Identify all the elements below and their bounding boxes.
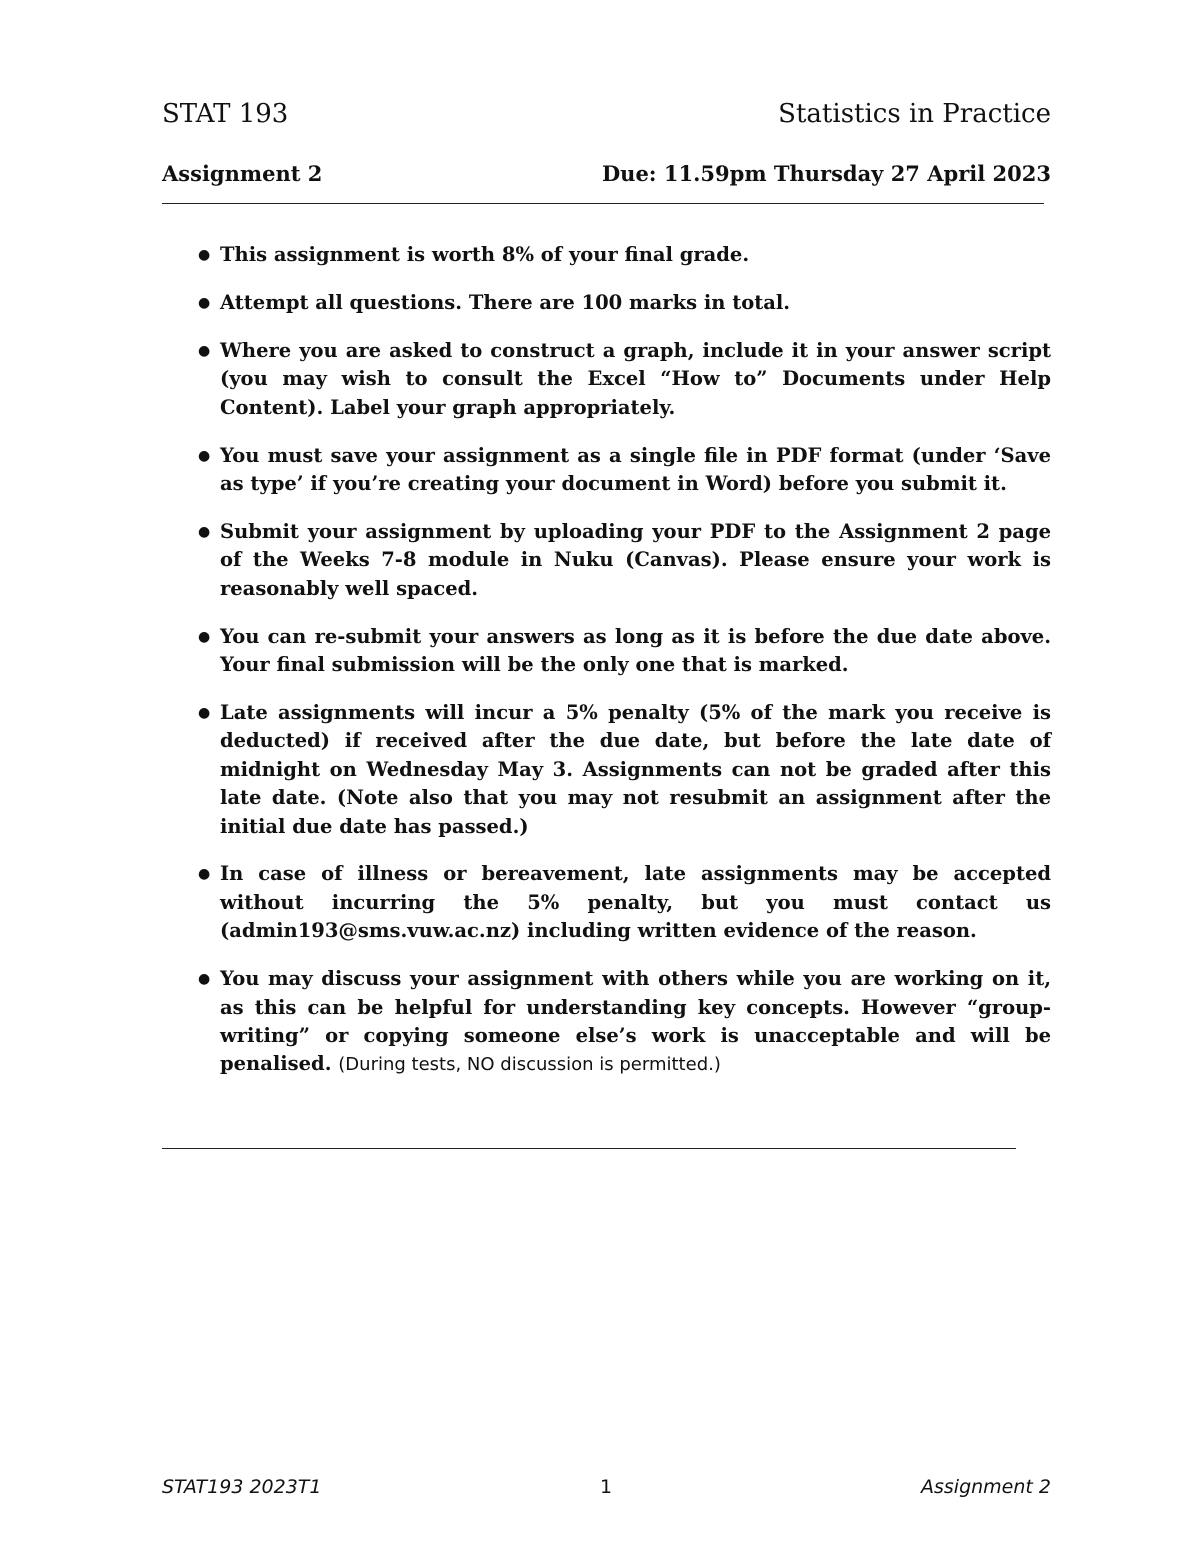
footer-assignment: Assignment 2 [921,1476,1051,1498]
instruction-text: You can re-submit your answers as long as it is before the due date above. Your final submission will be the only one that is marked. [220,624,1051,676]
due-date: Due: 11.59pm Thursday 27 April 2023 [601,161,1051,186]
instruction-text: Attempt all questions. There are 100 marks in total. [220,290,791,314]
bullet-icon: ● [198,971,211,988]
footer-divider [162,1148,1016,1149]
bullet-icon: ● [198,247,211,263]
bullet-icon: ● [198,342,211,359]
course-code: STAT 193 [162,99,289,129]
bullet-icon: ● [198,628,211,645]
assignment-label: Assignment 2 [162,161,323,186]
bullet-icon: ● [198,704,211,721]
instruction-item [198,337,1051,422]
instruction-item [198,442,1051,499]
instruction-note: (During tests, NO discussion is permitted.) [338,1054,721,1076]
instruction-item [198,623,1051,680]
footer-course: STAT193 2023T1 [162,1476,322,1498]
instruction-text: Late assignments will incur a 5% penalty (5% of the mark you receive is deducted) if received after the due date, but before the late date of midnight on Wednesday May 3. Assignments can not be graded after this late date. (Note also that you may not resubmit an assignment after the initial due date has passed.) [220,700,1051,838]
instruction-item [198,518,1051,603]
instruction-item [198,699,1051,841]
instruction-text: You may discuss your assignment with others while you are working on it, as this can be helpful for understanding key concepts. However “group-writing” or copying someone else’s work is unacceptable and will be penalised. [220,967,1051,1076]
instruction-text: Where you are asked to construct a graph, include it in your answer script (you may wish to consult the Excel “How to” Documents under Help Content). Label your graph appropriately. [220,338,1051,419]
bullet-icon: ● [198,523,211,540]
instruction-item [198,860,1051,945]
header-title-row [162,99,1051,129]
instruction-text: Submit your assignment by uploading your PDF to the Assignment 2 page of the Weeks 7-8 module in Nuku (Canvas). Please ensure your work is reasonably well spaced. [220,519,1051,600]
header-divider [162,203,1044,204]
bullet-icon: ● [198,447,211,464]
instruction-item [198,965,1051,1080]
instruction-item [198,289,1051,317]
instruction-text: In case of illness or bereavement, late assignments may be accepted without incurring the 5% penalty, but you must contact us (admin193@sms.vuw.ac.nz) including written evidence of the reason. [220,862,1051,943]
page-number: 1 [600,1476,613,1498]
instruction-text: You must save your assignment as a single file in PDF format (under ‘Save as type’ if you’re creating your document in Word) before you submit it. [220,443,1051,495]
instruction-item [198,241,1051,269]
instructions-list [198,241,1051,1099]
header-assignment-row [162,161,1051,186]
bullet-icon: ● [198,866,211,883]
course-title: Statistics in Practice [778,99,1051,129]
page-footer [162,1476,1051,1498]
bullet-icon: ● [198,294,211,311]
instruction-text: This assignment is worth 8% of your final grade. [220,243,750,266]
